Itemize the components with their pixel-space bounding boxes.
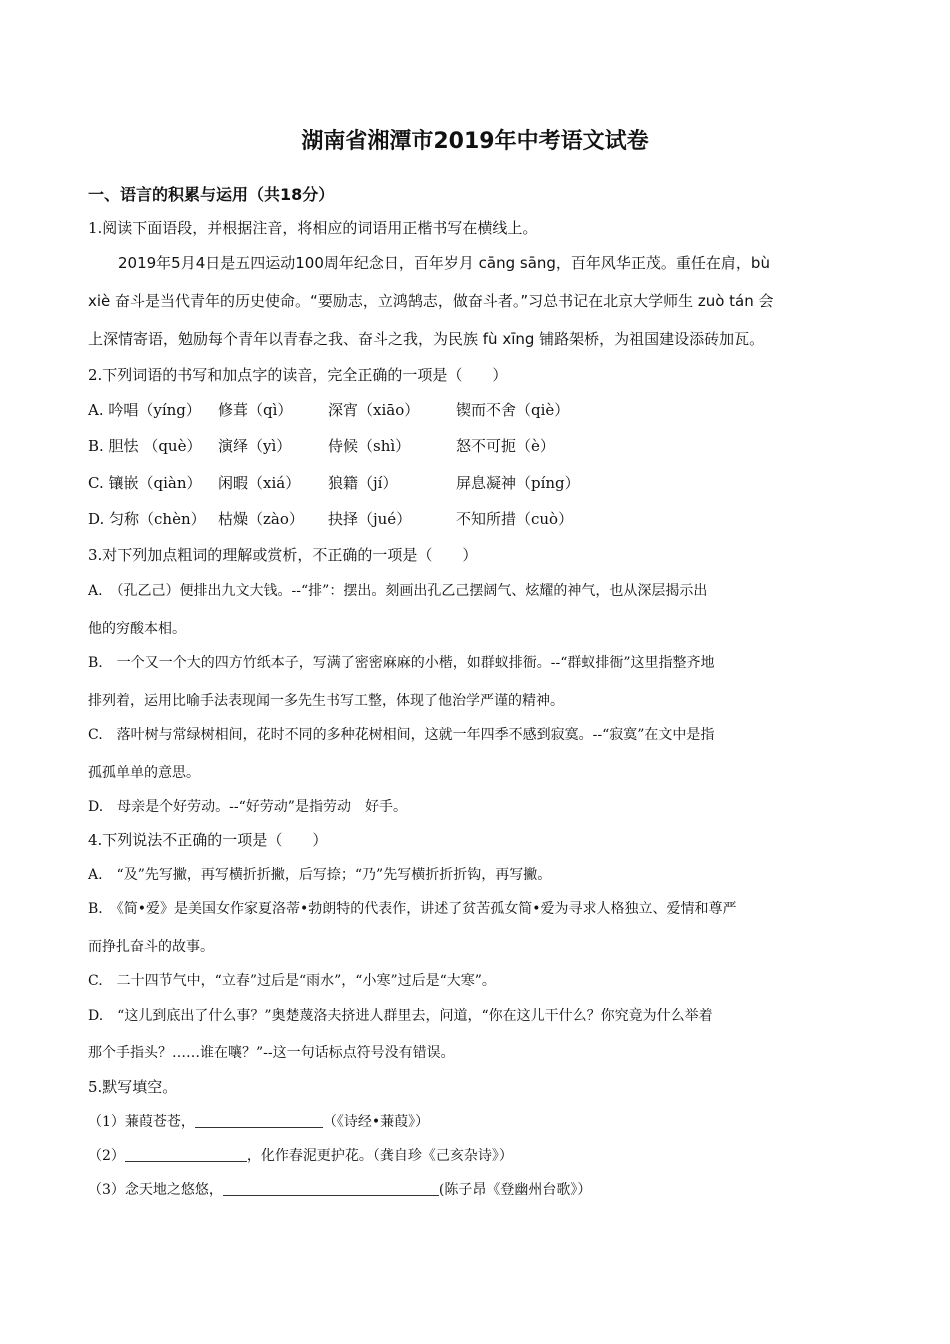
option-word: 锲而不舍（qiè） — [456, 401, 570, 419]
item-suffix: (陈子昂《登幽州台歌》） — [438, 1182, 592, 1198]
q1-paragraph-line: 上深情寄语，勉励每个青年以青春之我、奋斗之我，为民族 fù xīng 铺路架桥，为祖国建设添砖加瓦。 — [88, 330, 765, 348]
q1-paragraph-line: 2019年5月4日是五四运动100周年纪念日，百年岁月 cāng sāng，百年风华正茂。重任在肩，bù — [118, 254, 770, 272]
q4-option-c: C. 二十四节气中，“立春”过后是“雨水”，“小寒”过后是“大寒”。 — [88, 973, 496, 989]
q3-option-a: A. （孔乙己）便排出九文大钱。--“排”：摆出。刻画出孔乙己摆阔气、炫耀的神气，也从深层揭示出 — [88, 583, 708, 599]
q3-option-a-cont: 他的穷酸本相。 — [88, 621, 186, 637]
q4-option-a: A. “及”先写撇，再写横折折撇，后写捺；“乃”先写横折折折钩，再写撇。 — [88, 867, 552, 883]
option-word: 枯燥（zào） — [218, 510, 304, 528]
q1-paragraph-line: xiè 奋斗是当代青年的历史使命。“要励志，立鸿鹄志，做奋斗者。”习总书记在北京大学师生 zuò tán 会 — [88, 292, 774, 310]
answer-blank[interactable] — [195, 1113, 323, 1128]
q3-option-d: D. 母亲是个好劳动。--“好劳动”是指劳动 好手。 — [88, 799, 407, 815]
q2-option-d — [88, 508, 878, 529]
option-word: 闲暇（xiá） — [218, 474, 301, 492]
option-word: A. 吟唱（yíng） — [88, 401, 201, 419]
q2-option-a — [88, 399, 878, 420]
page-title: 湖南省湘潭市2019年中考语文试卷 — [301, 129, 649, 154]
q1-stem: 1.阅读下面语段，并根据注音，将相应的词语用正楷书写在横线上。 — [88, 219, 538, 237]
option-word: 抉择（jué） — [328, 510, 412, 528]
section-heading: 一、语言的积累与运用（共18分） — [88, 185, 335, 204]
q5-item-3 — [88, 1179, 878, 1199]
option-word: 演绎（yì） — [218, 437, 292, 455]
option-word: 深宵（xiāo） — [328, 401, 420, 419]
answer-blank[interactable] — [223, 1181, 439, 1196]
option-word: C. 镶嵌（qiàn） — [88, 474, 202, 492]
q3-option-c-cont: 孤孤单单的意思。 — [88, 765, 200, 781]
item-prefix: （2） — [88, 1148, 125, 1164]
option-word: 屏息凝神（píng） — [456, 474, 580, 492]
item-suffix: ，化作春泥更护花。（龚自珍《己亥杂诗》） — [246, 1148, 513, 1164]
item-prefix: （1）蒹葭苍苍， — [88, 1114, 195, 1130]
q5-stem: 5.默写填空。 — [88, 1078, 178, 1096]
q4-option-d: D. “这儿到底出了什么事？”奥楚蔑洛夫挤进人群里去，问道，“你在这儿干什么？你究竟为什么举着 — [88, 1008, 713, 1024]
q3-option-b: B. 一个又一个大的四方竹纸本子，写满了密密麻麻的小楷，如群蚁排衙。--“群蚁排衙”这里指整齐地 — [88, 655, 715, 671]
q2-option-c — [88, 472, 878, 493]
option-word: 侍候（shì） — [328, 437, 411, 455]
q5-item-2 — [88, 1145, 878, 1165]
option-word: 不知所措（cuò） — [456, 510, 574, 528]
q3-stem: 3.对下列加点粗词的理解或赏析，不正确的一项是（ ） — [88, 546, 478, 564]
q3-option-c: C. 落叶树与常绿树相间，花时不同的多种花树相间，这就一年四季不感到寂寞。--“寂寞”在文中是指 — [88, 727, 715, 743]
option-word: 怒不可扼（è） — [456, 437, 555, 455]
q4-option-d-cont: 那个手指头？……谁在嚷？”--这一句话标点符号没有错误。 — [88, 1045, 455, 1061]
option-word: D. 匀称（chèn） — [88, 510, 206, 528]
q5-item-1 — [88, 1111, 878, 1131]
option-word: B. 胆怯 （què） — [88, 437, 202, 455]
option-word: 修葺（qì） — [218, 401, 293, 419]
answer-blank[interactable] — [125, 1147, 247, 1162]
item-suffix: （《诗经•蒹葭》） — [322, 1114, 430, 1130]
q4-option-b-cont: 而挣扎奋斗的故事。 — [88, 939, 214, 955]
q4-option-b: B. 《简•爱》是美国女作家夏洛蒂•勃朗特的代表作，讲述了贫苦孤女简•爱为寻求人格独立、爱情和尊严 — [88, 901, 737, 917]
option-word: 狼籍（jí） — [328, 474, 398, 492]
q2-option-b — [88, 435, 878, 456]
item-prefix: （3）念天地之悠悠， — [88, 1182, 223, 1198]
q3-option-b-cont: 排列着，运用比喻手法表现闻一多先生书写工整，体现了他治学严谨的精神。 — [88, 693, 564, 709]
q2-stem: 2.下列词语的书写和加点字的读音，完全正确的一项是（ ） — [88, 366, 508, 384]
q4-stem: 4.下列说法不正确的一项是（ ） — [88, 831, 328, 849]
